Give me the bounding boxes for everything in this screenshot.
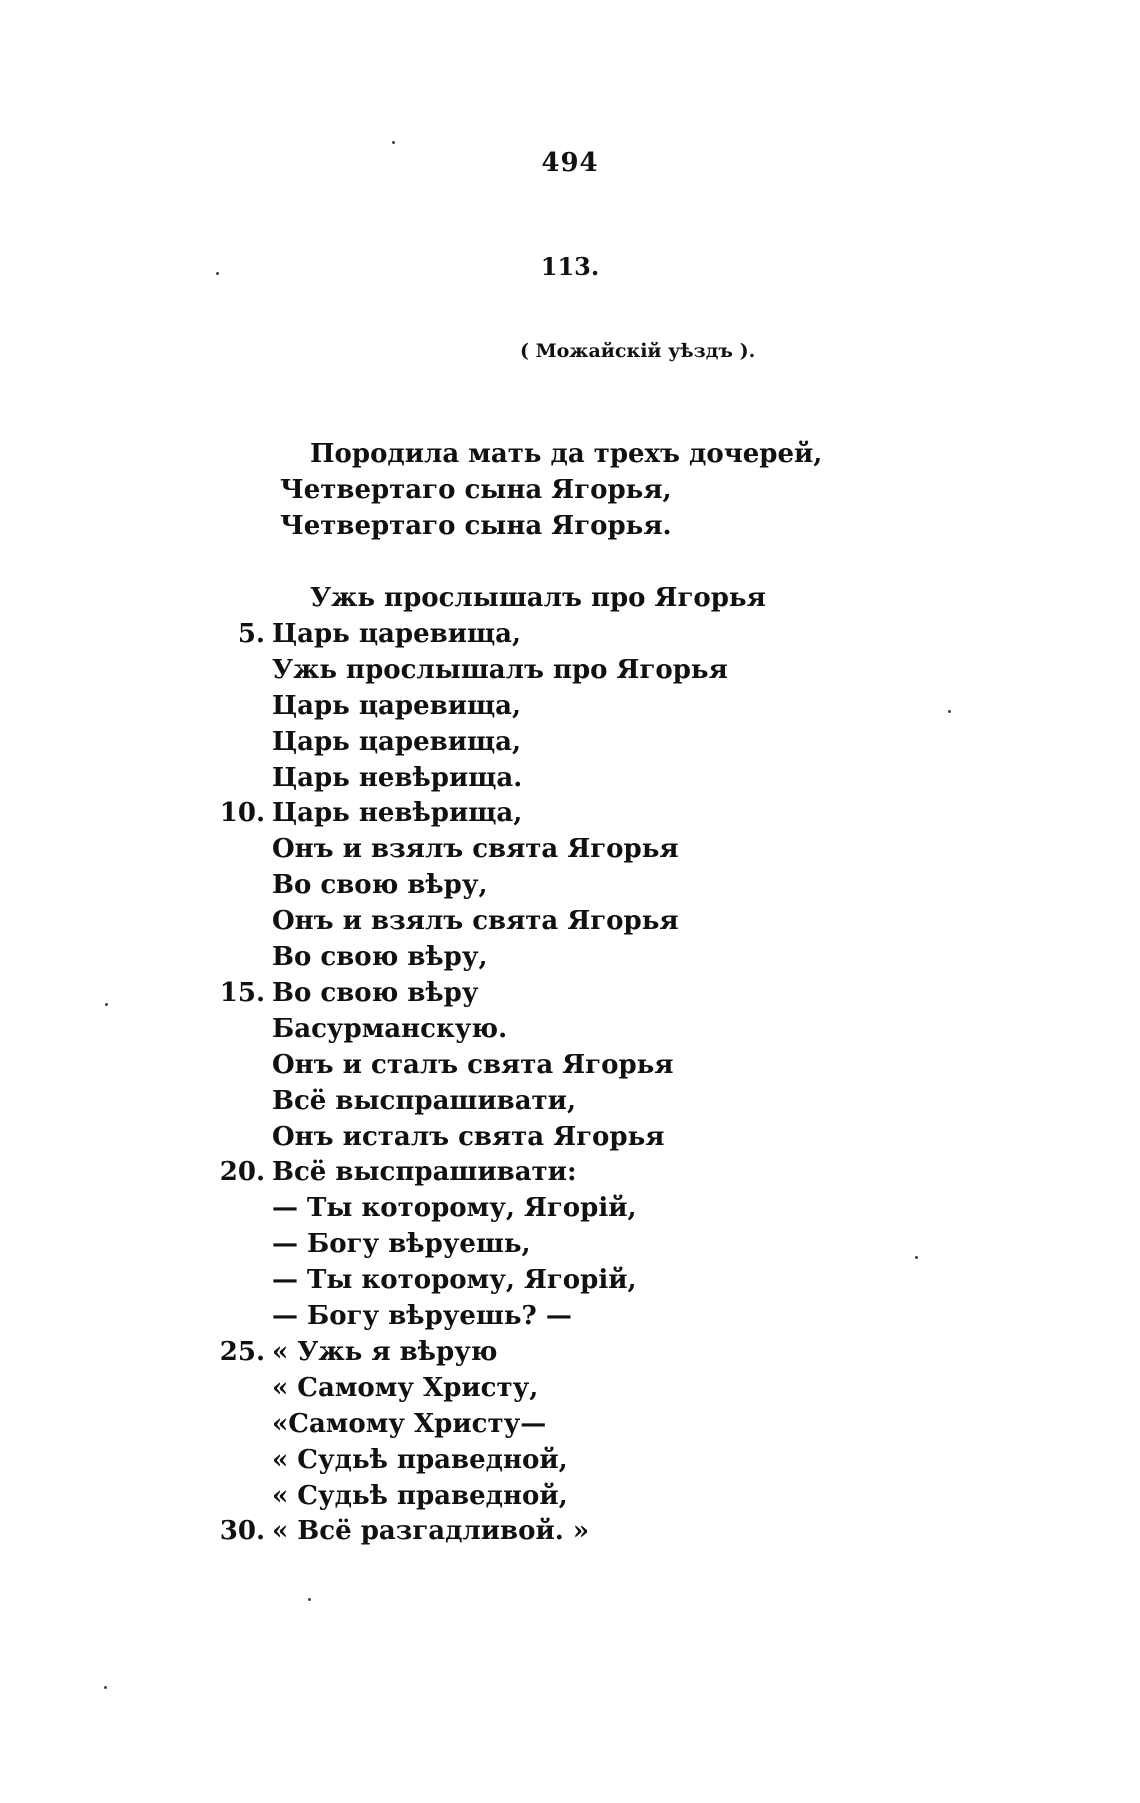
verse-text: — Ты которому, Ягорій, xyxy=(272,1265,637,1296)
print-speck xyxy=(392,141,395,144)
line-number: 20. xyxy=(219,1157,265,1188)
verse-text: «Самому Христу— xyxy=(272,1408,547,1439)
print-speck xyxy=(308,1598,311,1601)
verse-text: Царь невѣрища, xyxy=(272,798,523,829)
verse-text: « Судьѣ праведной, xyxy=(272,1480,568,1511)
verse-text: Ужь прослышалъ про Ягорья xyxy=(310,583,766,613)
verse-text: Царь царевища, xyxy=(272,690,522,721)
verse-text: — Ты которому, Ягорій, xyxy=(272,1193,637,1224)
verse-text: Царь царевища, xyxy=(272,618,522,649)
verse-text: Царь невѣрища. xyxy=(272,762,523,793)
print-speck xyxy=(216,272,219,275)
verse-text: Четвертаго сына Ягорья, xyxy=(280,475,672,505)
verse-text: Онъ исталъ свята Ягорья xyxy=(272,1121,665,1152)
verse-text: Породила мать да трехъ дочерей, xyxy=(310,439,823,469)
verse-text: Онъ и взялъ свята Ягорья xyxy=(272,906,679,937)
print-speck xyxy=(948,710,951,713)
verse-text: Басурманскую. xyxy=(272,1013,508,1044)
verse-text: Онъ и взялъ свята Ягорья xyxy=(272,834,679,865)
verse-text: Царь царевища, xyxy=(272,726,522,757)
line-number: 25. xyxy=(219,1336,265,1367)
locality-note: ( Можайскій уѣздъ ). xyxy=(520,340,756,362)
verse-text: Четвертаго сына Ягорья. xyxy=(280,511,672,541)
verse-text: Во свою вѣру, xyxy=(272,942,488,972)
page-number: 494 xyxy=(541,148,599,178)
verse-text: « Самому Христу, xyxy=(272,1372,539,1403)
line-number: 5. xyxy=(237,618,265,649)
verse-text: Во свою вѣру, xyxy=(272,870,488,901)
verse-text: Всё выспрашивати, xyxy=(272,1085,577,1116)
print-speck xyxy=(105,1003,108,1006)
print-speck xyxy=(915,1256,918,1259)
line-number: 15. xyxy=(219,977,265,1008)
print-speck xyxy=(104,1686,107,1689)
verse-text: — Богу вѣруешь, xyxy=(272,1229,531,1260)
verse-text: — Богу вѣруешь? — xyxy=(272,1301,572,1331)
verse-text: Онъ и сталъ свята Ягорья xyxy=(272,1049,674,1080)
verse-text: « Судьѣ праведной, xyxy=(272,1444,568,1475)
line-number: 10. xyxy=(219,798,265,829)
song-number: 113. xyxy=(540,252,600,281)
line-number: 30. xyxy=(219,1516,265,1547)
verse-text: « Ужь я вѣрую xyxy=(272,1336,498,1367)
verse-text: Ужь прослышалъ про Ягорья xyxy=(272,654,728,685)
verse-text: « Всё разгадливой. » xyxy=(272,1516,590,1547)
verse-text: Всё выспрашивати: xyxy=(272,1157,577,1188)
verse-text: Во свою вѣру xyxy=(272,977,479,1008)
